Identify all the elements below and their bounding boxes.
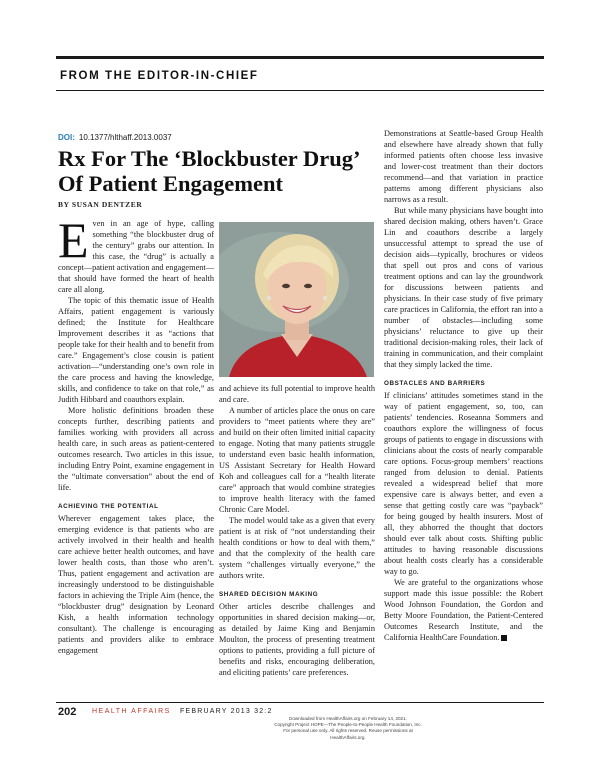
paragraph: Demonstrations at Seattle-based Group Health and elsewhere have already shown that fully informed patients often choose less invasive and lower-cost treatment than their doctors recommend—and that variation in practice patterns among different physicians also narrows as a result.: [384, 129, 543, 204]
paragraph: Even in an age of hype, calling something “the blockbuster drug of the century” grabs our attention. In this case, the “drug” is actually a concept—patient activation and engagement—that should have formed the heart of health care all along.: [58, 212, 214, 294]
article-title: Rx For The ‘Blockbuster Drug’ Of Patient Engagement: [58, 146, 359, 196]
section-heading: SHARED DECISION MAKING: [219, 591, 319, 598]
column-2: [219, 383, 375, 678]
issue-date: FEBRUARY 2013 32:2: [180, 708, 273, 715]
top-rule-thick: [56, 56, 544, 59]
section-rule: [56, 90, 544, 91]
section-heading: ACHIEVING THE POTENTIAL: [58, 503, 159, 510]
paragraph: The model would take as a given that every patient is at risk of “not understanding their health conditions or how to deal with them,” and that the complexity of the health care system “challenges virtually everyone,” the authors write.: [219, 516, 375, 580]
column-3: [384, 128, 543, 643]
paragraph: If clinicians’ attitudes sometimes stand in the way of patient engagement, so, too, can patients’ tendencies. Roseanna Sommers and coauthors explore the willingness of focus groups of patients to engage in discussions with clinicians about the costs of nearly comparable care options. Focus-group members’ reactions ranged from delusion to denial. Patients revealed a widespread belief that more expensive care is always better, and even a sense that getting costly care was “payback” for being gouged by health insurers. Most of all, they abhorred the thought that doctors should ever talk about costs. Shifting public attitudes to having reasonable discussions about health costs clearly has a considerable way to go.: [384, 391, 543, 576]
paragraph: Wherever engagement takes place, the emerging evidence is that patients who are actively involved in their health and health care achieve better health outcomes, and have lower health costs, than those who aren’t. Thus, patient engagement and activation are increasingly understood to be distinguishable factors in achieving the Triple Aim (hence, the “blockbuster drug” designation by Leonard Kish, a health information technology consultant). The challenge is encouraging patients and providers alike to embrace engagement: [58, 514, 214, 655]
download-note: Downloaded from HealthAffairs.org on February 14, 2021. Copyright Project HOPE—The People-to-People Health Foundation, Inc. For personal use only. All rights reserved. Reuse permissions at HealthAffairs.org.: [274, 716, 422, 740]
paragraph: We are grateful to the organizations whose support made this issue possible: the Robert Wood Johnson Foundation, the Gordon and Betty Moore Foundation, the Patient-Centered Outcomes Research Institute, and the California HealthCare Foundation.: [384, 578, 543, 642]
paragraph: A number of articles place the onus on care providers to “meet patients where they are” and build on their often limited initial capacity to engage. Noting that many patients struggle to understand even basic health information, US Assistant Secretary for Health Howard Koh and colleagues call for a “health literate care” approach that would combine strategies to improve health literacy with the famed Chronic Care Model.: [219, 406, 375, 514]
doi-line: [58, 133, 172, 142]
doi-label: DOI:: [58, 133, 75, 142]
drop-cap: E: [58, 212, 89, 268]
footer-rule: [56, 702, 544, 703]
paragraph: But while many physicians have bought into shared decision making, others haven’t. Grace Lin and coauthors describe a largely unsuccessful attempt to spread the use of decision aids—typically, brochures or videos that spell out pros and cons of various treatment options and can lay the groundwork for discussions between patients and physicians. In their case study of five primary care practices in California, the effort ran into a number of obstacles—including some physicians’ reluctance to give up their traditional decision-making roles, their lack of training in communication, and their complaint that they simply lacked the time.: [384, 206, 543, 369]
portrait-illustration: [219, 222, 374, 377]
doi-value[interactable]: 10.1377/hlthaff.2013.0037: [78, 133, 172, 142]
paragraph: More holistic definitions broaden these concepts further, describing patients and families working with providers all across health care, in such areas as patient-centered outcomes research. Two articles in this issue, including Entry Point, examine engagement in the “ultimate conversation” about the end of life.: [58, 406, 214, 492]
paragraph: The topic of this thematic issue of Health Affairs, patient engagement is variously defined; the Institute for Healthcare Improvement describes it as “actions that people take for their health and to benefit from care.” Engagement’s close cousin is patient activation—“understanding one’s own role in the care process and having the knowledge, skills, and confidence to take on that role,” as Judith Hibbard and coauthors explain.: [58, 296, 214, 404]
journal-name: HEALTH AFFAIRS: [92, 708, 171, 715]
byline: BY SUSAN DENTZER: [58, 200, 143, 209]
column-1: [58, 212, 214, 656]
paragraph: and achieve its full potential to improve health and care.: [219, 384, 375, 404]
paragraph: Other articles describe challenges and opportunities in shared decision making—or, as detailed by Jaime King and Benjamin Moulton, the process of presenting treatment options to patients, providing a full picture of benefits and risks, encouraging deliberation, and eliciting patients’ care preferences.: [219, 602, 375, 677]
section-label: FROM THE EDITOR-IN-CHIEF: [60, 70, 259, 82]
end-of-article-mark: [501, 635, 507, 641]
author-photo: [219, 222, 374, 377]
section-heading: OBSTACLES AND BARRIERS: [384, 380, 486, 387]
page-number: 202: [58, 706, 77, 718]
